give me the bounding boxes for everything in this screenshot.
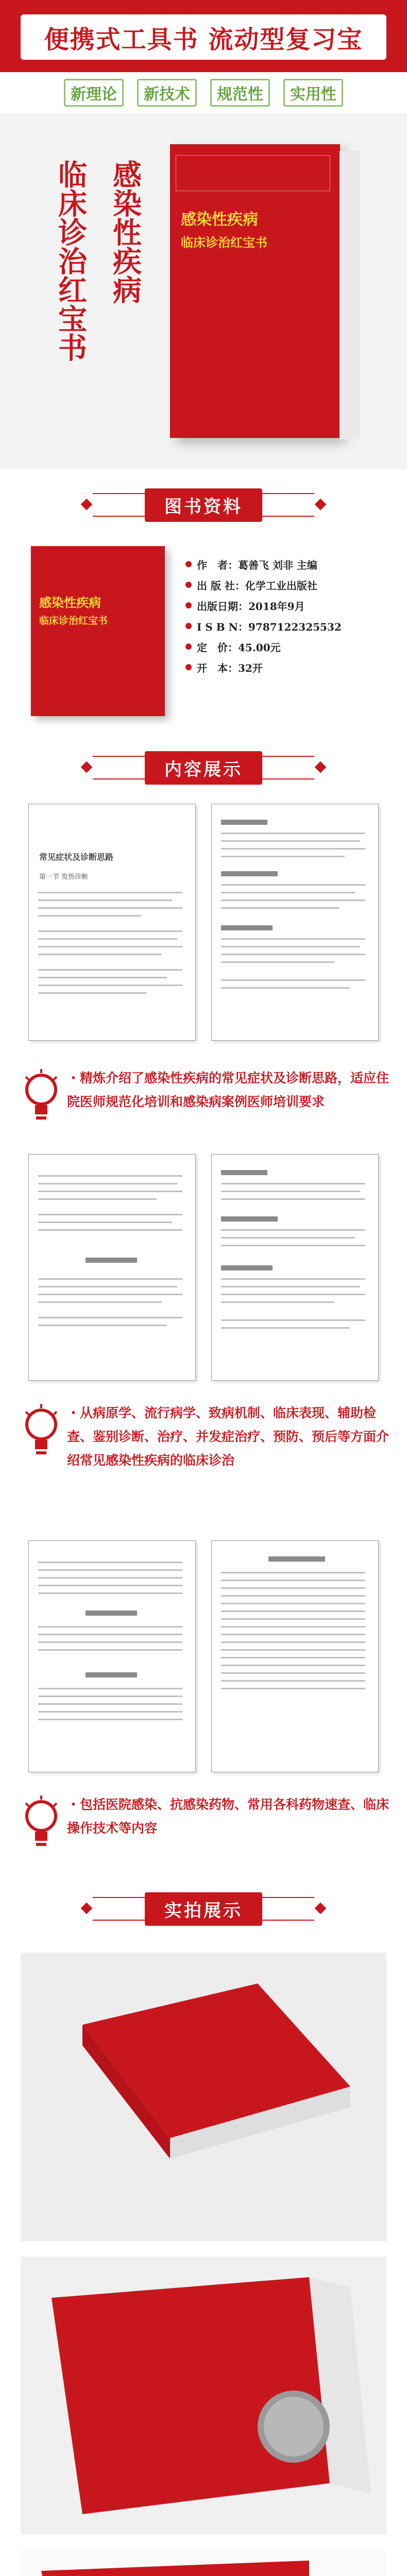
text-heading (221, 1216, 278, 1222)
photo-book-edge (21, 2550, 386, 2576)
bullet-icon (185, 664, 192, 670)
text-line (221, 1237, 355, 1239)
text-heading (221, 820, 267, 825)
text-line (221, 1198, 365, 1200)
header-title: 便携式工具书 流动型复习宝 (44, 25, 363, 54)
info-row-author: 作 者：葛善飞 刘非 主编 (185, 554, 392, 574)
feature-note-1-text: ・精炼介绍了感染性疾病的常见症状及诊断思路，适应住院医师规范化培训和感染病案例医师培训要求 (67, 1071, 389, 1109)
lightbulb-icon (21, 1066, 67, 1139)
text-line (221, 979, 365, 981)
hero-vertical-titles (46, 160, 149, 438)
text-line (38, 1222, 172, 1223)
text-line (38, 1301, 162, 1303)
text-line (38, 1229, 182, 1231)
text-line (221, 946, 360, 947)
tag-standard: 规范性 (210, 79, 270, 107)
bullet-icon (185, 561, 192, 567)
text-line (38, 1585, 182, 1586)
tag-new-theory: 新理论 (64, 79, 124, 107)
book-pages-edge (340, 151, 360, 439)
text-line (221, 961, 334, 963)
info-cover-subtitle: 临床诊治红宝书 (39, 615, 108, 626)
hero-book-display (0, 113, 407, 469)
diamond-ornament-icon (81, 761, 93, 773)
section-title-info: 图书资料 (145, 488, 262, 522)
bullet-icon (185, 623, 192, 629)
text-line (38, 1317, 182, 1318)
text-line (221, 1245, 365, 1246)
text-line (221, 833, 365, 834)
feature-note-2-text: ・从病原学、流行病学、致病机制、临床表现、辅助检查、鉴别诊断、治疗、并发症治疗、预防、预后等方面介绍常见感染性疾病的临床诊治 (67, 1405, 389, 1468)
text-line (221, 1286, 360, 1287)
text-line (221, 907, 340, 909)
info-row-publisher: 出 版 社：化学工业出版社 (185, 574, 392, 595)
text-line (38, 1696, 182, 1697)
lightbulb-icon (21, 1401, 67, 1473)
text-line (38, 977, 167, 978)
text-line (38, 1214, 182, 1215)
text-line (38, 907, 182, 909)
scan-page-symptoms (28, 1154, 196, 1381)
photo-book-angled (21, 1953, 386, 2241)
text-line (221, 1649, 365, 1651)
text-heading (221, 871, 278, 876)
text-line (38, 930, 182, 932)
text-heading (86, 1611, 137, 1616)
scan-page-drugs (211, 1540, 379, 1772)
text-line (38, 1592, 182, 1594)
text-line (221, 1688, 365, 1689)
text-line (38, 1191, 182, 1192)
section-header-photos (93, 1886, 314, 1932)
section-title-photos: 实拍展示 (145, 1892, 262, 1926)
text-line (221, 1634, 365, 1635)
hero-vertical-title-1: 感染性疾病 (108, 160, 142, 304)
text-line (221, 987, 350, 989)
text-line (38, 1626, 182, 1628)
hero-vertical-title-2: 临床诊治红宝书 (54, 160, 88, 362)
text-line (38, 946, 182, 947)
text-line (221, 892, 355, 893)
text-line (38, 1183, 177, 1184)
section-title-content: 内容展示 (145, 751, 262, 785)
bullet-icon (185, 582, 192, 588)
text-line (221, 954, 365, 955)
text-line (38, 900, 172, 901)
text-line (221, 1580, 365, 1581)
info-book-cover (31, 546, 165, 716)
text-line (38, 1562, 182, 1563)
diamond-ornament-icon (81, 1903, 93, 1914)
info-row-format: 开 本：32开 (185, 657, 392, 677)
text-line (38, 1703, 182, 1705)
scan-page-treatment (211, 1154, 379, 1381)
text-line (221, 848, 365, 850)
diamond-ornament-icon (315, 499, 327, 511)
text-line (221, 938, 365, 940)
text-line (221, 1294, 365, 1295)
tag-new-tech: 新技术 (137, 79, 197, 107)
section-header-info (93, 482, 314, 528)
text-line (221, 1183, 365, 1184)
text-line (221, 1603, 365, 1604)
diamond-ornament-icon (315, 1903, 327, 1914)
text-line (38, 1641, 182, 1643)
cover-subtitle: 临床诊治红宝书 (181, 235, 267, 250)
text-heading (221, 1265, 273, 1270)
scan-page-index (28, 1540, 196, 1772)
text-line (221, 1595, 365, 1597)
text-line (38, 1325, 167, 1326)
text-line (38, 1198, 157, 1200)
text-line (38, 985, 182, 986)
text-line (221, 1618, 365, 1620)
text-line (38, 1577, 182, 1579)
text-line (38, 938, 177, 940)
diamond-ornament-icon (315, 761, 327, 773)
text-line (38, 1278, 182, 1280)
section-header-content (93, 744, 314, 791)
text-heading (221, 1170, 267, 1175)
text-line (221, 1319, 365, 1321)
photo-book-with-coin (21, 2257, 386, 2535)
info-cover-title: 感染性疾病 (39, 595, 101, 610)
text-line (221, 1611, 365, 1612)
text-line (38, 1634, 182, 1635)
text-line (38, 1649, 182, 1651)
feature-note-3 (21, 1793, 392, 1865)
text-line (221, 1641, 365, 1643)
text-line (221, 1191, 360, 1192)
text-line (221, 856, 345, 857)
tag-row (0, 72, 407, 113)
header-title-box (21, 14, 386, 60)
text-line (221, 1665, 365, 1666)
text-line (38, 954, 162, 955)
text-heading (221, 925, 273, 930)
feature-note-3-text: ・包括医院感染、抗感染药物、常用各科药物速查、临床操作技术等内容 (67, 1797, 389, 1836)
text-line (221, 884, 365, 886)
text-line (221, 1327, 350, 1329)
text-line (221, 900, 365, 901)
info-row-price: 定 价：45.00元 (185, 636, 392, 657)
feature-note-1 (21, 1066, 392, 1139)
text-line (38, 1294, 182, 1295)
text-line (221, 1626, 365, 1628)
text-line (38, 1286, 177, 1287)
info-row-date: 出版日期：2018年9月 (185, 595, 392, 616)
text-line (221, 1301, 334, 1303)
text-line (221, 1657, 365, 1658)
text-line (221, 840, 360, 842)
text-line (221, 1587, 365, 1589)
scan-page-subtitle: 第一节 发热诊断 (39, 873, 89, 881)
text-line (221, 1680, 365, 1682)
scan-page-content (211, 804, 379, 1041)
text-line (38, 915, 141, 917)
text-line (221, 1572, 365, 1573)
cover-header-box (176, 155, 330, 191)
cover-title: 感染性疾病 (181, 211, 258, 229)
text-line (38, 1175, 182, 1177)
text-line (38, 1688, 182, 1689)
diamond-ornament-icon (81, 499, 93, 511)
text-line (38, 969, 182, 971)
header-banner (0, 0, 407, 72)
text-line (221, 1229, 365, 1231)
scan-page-toc (28, 804, 196, 1041)
feature-note-2 (21, 1401, 392, 1473)
info-row-isbn: I S B N：9787122325532 (185, 616, 392, 636)
text-heading (86, 1258, 137, 1263)
lightbulb-icon (21, 1793, 67, 1865)
text-line (38, 992, 146, 994)
bullet-icon (185, 643, 192, 650)
text-heading (268, 1556, 325, 1562)
text-line (221, 1672, 365, 1674)
text-line (38, 1711, 182, 1713)
text-line (38, 1569, 182, 1571)
text-line (38, 1719, 182, 1720)
text-line (38, 892, 182, 893)
tag-practical: 实用性 (283, 79, 343, 107)
bullet-icon (185, 602, 192, 608)
text-heading (86, 1672, 137, 1677)
book-info-list (185, 554, 392, 677)
hero-book-cover (170, 144, 340, 438)
text-line (221, 1278, 365, 1280)
scan-page-title: 常见症状及诊断思路 (39, 852, 114, 862)
